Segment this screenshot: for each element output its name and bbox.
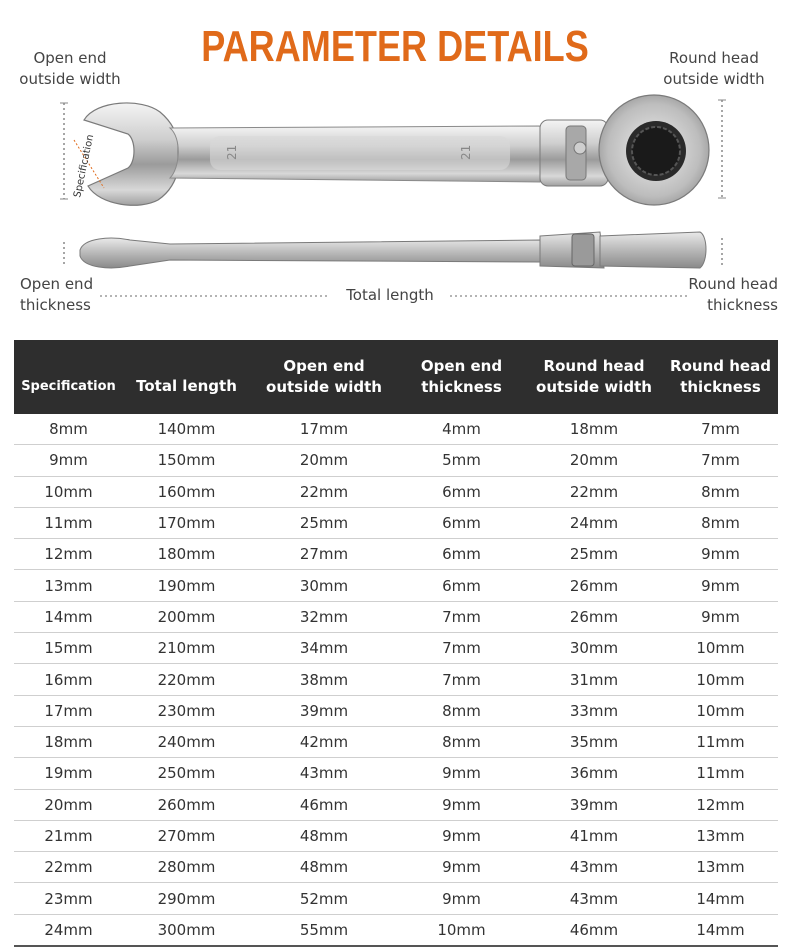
cell-round-head-outside-width: 22mm — [525, 476, 663, 507]
table-row — [14, 883, 778, 914]
wrench-side-view — [80, 232, 706, 268]
cell-open-end-outside-width: 22mm — [250, 476, 398, 507]
cell-round-head-thickness: 9mm — [663, 601, 778, 632]
cell-total-length: 180mm — [123, 539, 250, 570]
cell-open-end-thickness: 6mm — [398, 539, 525, 570]
col-header-open-end-outside-width: Open end outside width — [266, 357, 382, 396]
parameter-table — [14, 340, 778, 947]
col-header-open-end-thickness: Open end thickness — [420, 357, 503, 396]
table-row — [14, 539, 778, 570]
wrench-marking-right: 21 — [459, 144, 473, 160]
cell-open-end-outside-width: 25mm — [250, 507, 398, 538]
cell-open-end-thickness: 10mm — [398, 914, 525, 946]
cell-open-end-thickness: 6mm — [398, 476, 525, 507]
cell-open-end-thickness: 4mm — [398, 414, 525, 445]
total-length-label: Total length — [330, 285, 450, 306]
table-row — [14, 726, 778, 757]
cell-round-head-outside-width: 24mm — [525, 507, 663, 538]
cell-round-head-outside-width: 31mm — [525, 664, 663, 695]
cell-round-head-outside-width: 36mm — [525, 758, 663, 789]
cell-total-length: 190mm — [123, 570, 250, 601]
cell-round-head-outside-width: 20mm — [525, 445, 663, 476]
col-header-total-length: Total length — [136, 376, 237, 395]
cell-open-end-thickness: 9mm — [398, 758, 525, 789]
cell-round-head-outside-width: 41mm — [525, 820, 663, 851]
cell-specification: 16mm — [14, 664, 123, 695]
cell-total-length: 150mm — [123, 445, 250, 476]
cell-specification: 18mm — [14, 726, 123, 757]
cell-open-end-thickness: 8mm — [398, 695, 525, 726]
cell-round-head-thickness: 11mm — [663, 726, 778, 757]
open-end-thickness-label: Open end thickness — [20, 275, 94, 314]
cell-total-length: 280mm — [123, 852, 250, 883]
col-header-round-head-thickness: Round head thickness — [670, 357, 771, 396]
cell-total-length: 300mm — [123, 914, 250, 946]
cell-total-length: 250mm — [123, 758, 250, 789]
cell-total-length: 260mm — [123, 789, 250, 820]
cell-round-head-thickness: 8mm — [663, 507, 778, 538]
cell-total-length: 220mm — [123, 664, 250, 695]
cell-round-head-thickness: 10mm — [663, 695, 778, 726]
cell-specification: 14mm — [14, 601, 123, 632]
cell-round-head-thickness: 9mm — [663, 570, 778, 601]
cell-specification: 11mm — [14, 507, 123, 538]
table-row — [14, 695, 778, 726]
cell-specification: 21mm — [14, 820, 123, 851]
table-row — [14, 507, 778, 538]
cell-round-head-outside-width: 30mm — [525, 633, 663, 664]
cell-open-end-outside-width: 27mm — [250, 539, 398, 570]
table-row — [14, 570, 778, 601]
cell-total-length: 170mm — [123, 507, 250, 538]
col-header-specification: Specification — [21, 378, 116, 394]
cell-round-head-outside-width: 18mm — [525, 414, 663, 445]
cell-open-end-thickness: 7mm — [398, 601, 525, 632]
wrench-diagram — [0, 0, 790, 330]
cell-round-head-outside-width: 39mm — [525, 789, 663, 820]
cell-round-head-outside-width: 26mm — [525, 570, 663, 601]
cell-open-end-outside-width: 17mm — [250, 414, 398, 445]
cell-round-head-thickness: 12mm — [663, 789, 778, 820]
cell-open-end-outside-width: 43mm — [250, 758, 398, 789]
cell-total-length: 240mm — [123, 726, 250, 757]
cell-round-head-thickness: 9mm — [663, 539, 778, 570]
cell-specification: 9mm — [14, 445, 123, 476]
cell-round-head-outside-width: 33mm — [525, 695, 663, 726]
cell-specification: 15mm — [14, 633, 123, 664]
table-row — [14, 852, 778, 883]
table-row — [14, 914, 778, 946]
cell-round-head-thickness: 14mm — [663, 914, 778, 946]
col-header-round-head-outside-width: Round head outside width — [536, 357, 652, 396]
cell-open-end-thickness: 9mm — [398, 883, 525, 914]
table-row — [14, 601, 778, 632]
cell-open-end-outside-width: 55mm — [250, 914, 398, 946]
cell-round-head-outside-width: 46mm — [525, 914, 663, 946]
specification-marker-text: Specification — [72, 133, 97, 199]
cell-round-head-outside-width: 43mm — [525, 883, 663, 914]
table-body — [14, 414, 778, 946]
cell-total-length: 210mm — [123, 633, 250, 664]
wrench-marking-left: 21 — [225, 144, 239, 160]
cell-total-length: 160mm — [123, 476, 250, 507]
cell-open-end-thickness: 7mm — [398, 633, 525, 664]
cell-specification: 13mm — [14, 570, 123, 601]
cell-open-end-thickness: 5mm — [398, 445, 525, 476]
table-header-row — [14, 340, 778, 414]
cell-specification: 23mm — [14, 883, 123, 914]
table-row — [14, 445, 778, 476]
table-row — [14, 633, 778, 664]
cell-round-head-thickness: 13mm — [663, 852, 778, 883]
cell-open-end-outside-width: 52mm — [250, 883, 398, 914]
cell-open-end-thickness: 6mm — [398, 570, 525, 601]
cell-round-head-outside-width: 25mm — [525, 539, 663, 570]
cell-specification: 22mm — [14, 852, 123, 883]
cell-open-end-outside-width: 30mm — [250, 570, 398, 601]
cell-specification: 20mm — [14, 789, 123, 820]
cell-specification: 24mm — [14, 914, 123, 946]
cell-open-end-outside-width: 42mm — [250, 726, 398, 757]
page-title: PARAMETER DETAILS — [201, 22, 589, 71]
cell-round-head-outside-width: 35mm — [525, 726, 663, 757]
cell-open-end-outside-width: 32mm — [250, 601, 398, 632]
cell-open-end-thickness: 9mm — [398, 852, 525, 883]
cell-specification: 12mm — [14, 539, 123, 570]
cell-round-head-thickness: 7mm — [663, 445, 778, 476]
cell-round-head-thickness: 10mm — [663, 664, 778, 695]
parameter-table-container — [14, 340, 778, 947]
cell-open-end-outside-width: 48mm — [250, 852, 398, 883]
cell-open-end-outside-width: 46mm — [250, 789, 398, 820]
cell-open-end-thickness: 9mm — [398, 789, 525, 820]
cell-open-end-thickness: 8mm — [398, 726, 525, 757]
cell-open-end-outside-width: 34mm — [250, 633, 398, 664]
cell-specification: 10mm — [14, 476, 123, 507]
cell-open-end-outside-width: 39mm — [250, 695, 398, 726]
cell-specification: 17mm — [14, 695, 123, 726]
cell-total-length: 140mm — [123, 414, 250, 445]
round-head-thickness-label: Round head thickness — [688, 275, 778, 314]
table-row — [14, 664, 778, 695]
wrench-top-view — [72, 95, 709, 205]
cell-round-head-thickness: 7mm — [663, 414, 778, 445]
cell-round-head-thickness: 11mm — [663, 758, 778, 789]
cell-round-head-thickness: 8mm — [663, 476, 778, 507]
cell-total-length: 230mm — [123, 695, 250, 726]
cell-open-end-outside-width: 48mm — [250, 820, 398, 851]
table-row — [14, 476, 778, 507]
cell-total-length: 270mm — [123, 820, 250, 851]
cell-open-end-outside-width: 38mm — [250, 664, 398, 695]
table-row — [14, 820, 778, 851]
cell-round-head-outside-width: 43mm — [525, 852, 663, 883]
cell-total-length: 290mm — [123, 883, 250, 914]
cell-round-head-outside-width: 26mm — [525, 601, 663, 632]
cell-specification: 8mm — [14, 414, 123, 445]
cell-round-head-thickness: 14mm — [663, 883, 778, 914]
cell-open-end-thickness: 9mm — [398, 820, 525, 851]
cell-open-end-thickness: 7mm — [398, 664, 525, 695]
cell-total-length: 200mm — [123, 601, 250, 632]
cell-round-head-thickness: 13mm — [663, 820, 778, 851]
cell-specification: 19mm — [14, 758, 123, 789]
cell-open-end-outside-width: 20mm — [250, 445, 398, 476]
table-row — [14, 758, 778, 789]
table-row — [14, 414, 778, 445]
cell-open-end-thickness: 6mm — [398, 507, 525, 538]
open-end-outside-width-label: Open end outside width — [19, 49, 121, 88]
cell-round-head-thickness: 10mm — [663, 633, 778, 664]
round-head-outside-width-label: Round head outside width — [663, 49, 765, 88]
table-row — [14, 789, 778, 820]
